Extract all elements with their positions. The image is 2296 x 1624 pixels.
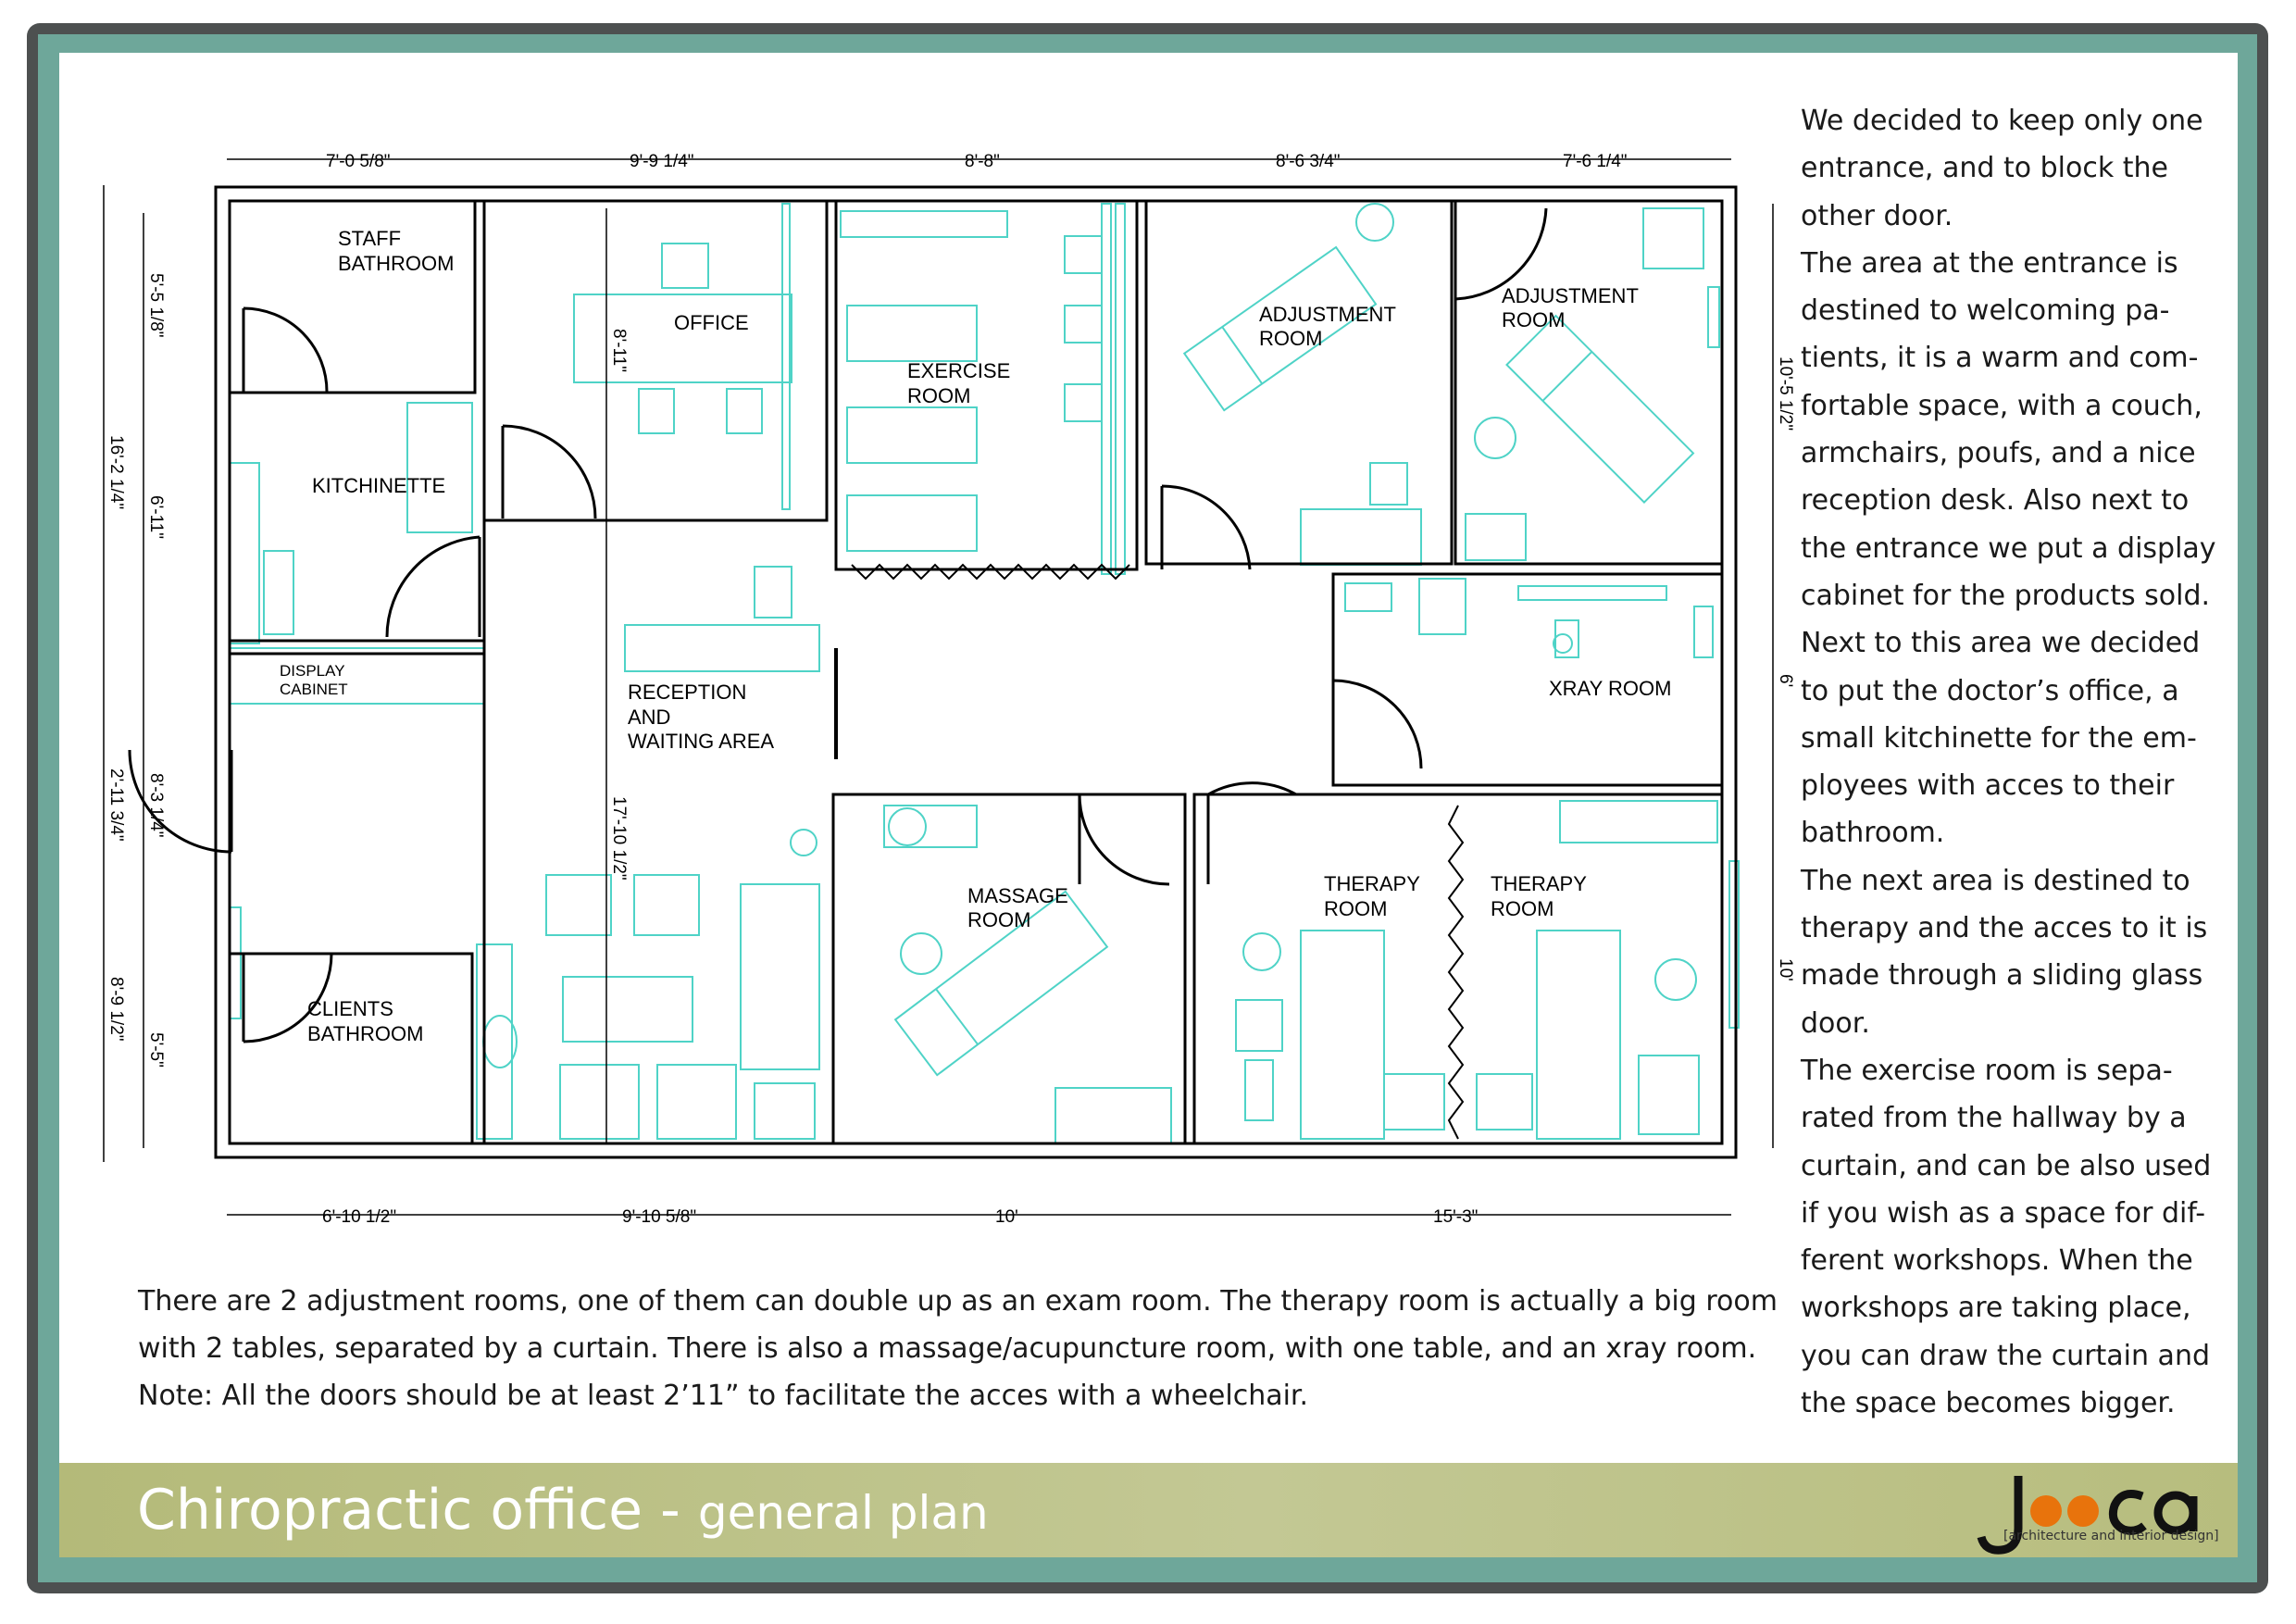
- label-xray-room: XRAY ROOM: [1549, 677, 1672, 700]
- curtains: [852, 565, 1463, 1139]
- title-separator: -: [660, 1478, 680, 1543]
- label-adjustment-room-2b: ROOM: [1502, 308, 1566, 331]
- dim-right-1: 10'-5 1/2": [1776, 356, 1795, 431]
- dim-left-outer-1: 16'-2 1/4": [106, 435, 126, 510]
- label-clients-bathroom-1: CLIENTS: [307, 997, 393, 1020]
- dim-office-height: 8'-11": [609, 329, 629, 372]
- label-adjustment-room-1a: ADJUSTMENT: [1259, 303, 1396, 326]
- dim-left-inner-1: 5'-5 1/8": [146, 273, 166, 338]
- label-exercise-room-2: ROOM: [907, 384, 971, 407]
- side-paragraph: The next area is destined to therapy and the acces to it is made through a sliding glass door.: [1801, 864, 2208, 1040]
- furniture: [230, 204, 1739, 1143]
- page-title: [137, 1478, 989, 1543]
- label-reception-2: AND: [628, 706, 671, 729]
- dim-bottom-4: 15'-3": [1433, 1207, 1479, 1227]
- label-massage-room-1: MASSAGE: [967, 884, 1068, 907]
- bottom-line: Note: All the doors should be at least 2’11” to facilitate the acces with a wheelchair.: [138, 1380, 1309, 1412]
- dim-left-inner-4: 5'-5": [146, 1032, 166, 1068]
- label-reception-3: WAITING AREA: [628, 730, 775, 753]
- label-therapy-room-1a: THERAPY: [1324, 872, 1420, 895]
- logo-tagline: [architecture and interior design]: [2003, 1529, 2219, 1543]
- dim-left-inner-2: 6'-11": [146, 495, 166, 539]
- title-subtitle: general plan: [697, 1486, 989, 1540]
- dim-right-2: 6': [1776, 674, 1795, 688]
- room-labels: [280, 227, 1671, 1045]
- dim-top-2: 9'-9 1/4": [630, 152, 694, 171]
- bottom-description: [138, 1278, 1778, 1419]
- dim-reception-height: 17'-10 1/2": [609, 796, 629, 881]
- dim-bottom-2: 9'-10 5/8": [622, 1207, 697, 1227]
- label-therapy-room-2b: ROOM: [1491, 897, 1554, 920]
- label-office: OFFICE: [674, 311, 749, 334]
- label-exercise-room-1: EXERCISE: [907, 359, 1011, 382]
- title-main-text: Chiropractic office: [137, 1478, 643, 1543]
- label-staff-bathroom-2: BATHROOM: [338, 252, 455, 275]
- label-therapy-room-1b: ROOM: [1324, 897, 1388, 920]
- label-display-cabinet-1: DISPLAY: [280, 662, 345, 680]
- side-paragraph: We decided to keep only one entrance, and to block the other door.: [1801, 105, 2203, 232]
- label-adjustment-room-2a: ADJUSTMENT: [1502, 284, 1639, 307]
- bottom-line: with 2 tables, separated by a curtain. There is also a massage/acupuncture room, with one table, and an xray room.: [138, 1332, 1757, 1365]
- label-display-cabinet-2: CABINET: [280, 681, 348, 698]
- dim-bottom-3: 10': [995, 1207, 1018, 1227]
- dim-left-inner-3: 8'-3 1/4": [146, 773, 166, 838]
- side-description: [1801, 97, 2236, 1427]
- side-paragraph: The area at the entrance is destined to welcoming pa-tients, it is a warm and com-fortable space, with a couch, armchairs, poufs, and a nice reception desk. Also next to the entrance we put a display cabinet for the products sold.: [1801, 246, 2216, 612]
- dim-right-3: 10': [1776, 958, 1795, 981]
- dim-top-4: 8'-6 3/4": [1276, 152, 1341, 171]
- dim-top-3: 8'-8": [965, 152, 1000, 171]
- label-clients-bathroom-2: BATHROOM: [307, 1022, 424, 1045]
- jooca-logo: [1974, 1461, 2215, 1558]
- side-paragraph: The exercise room is sepa-rated from the hallway by a curtain, and can be also used if you wish as a space for dif-ferent workshops. When the workshops are taking place, you can draw the curtain and the space becomes bigger.: [1801, 1054, 2212, 1420]
- dim-top-5: 7'-6 1/4": [1563, 152, 1628, 171]
- dim-left-outer-2: 2'-11 3/4": [106, 768, 126, 842]
- label-massage-room-2: ROOM: [967, 908, 1031, 931]
- dim-top-1: 7'-0 5/8": [326, 152, 391, 171]
- dim-bottom-1: 6'-10 1/2": [322, 1207, 397, 1227]
- label-staff-bathroom-1: STAFF: [338, 227, 402, 250]
- label-therapy-room-2a: THERAPY: [1491, 872, 1587, 895]
- title-banner: [59, 1463, 2238, 1557]
- label-adjustment-room-1b: ROOM: [1259, 327, 1323, 350]
- label-kitchinette: KITCHINETTE: [312, 474, 446, 497]
- side-paragraph: Next to this area we decided to put the doctor’s office, a small kitchinette for the em-ployees with acces to their bathroom.: [1801, 627, 2201, 850]
- dim-left-outer-3: 8'-9 1/2": [106, 977, 126, 1042]
- label-reception-1: RECEPTION: [628, 681, 747, 704]
- bottom-line: There are 2 adjustment rooms, one of them can double up as an exam room. The therapy room is actually a big room: [138, 1285, 1778, 1318]
